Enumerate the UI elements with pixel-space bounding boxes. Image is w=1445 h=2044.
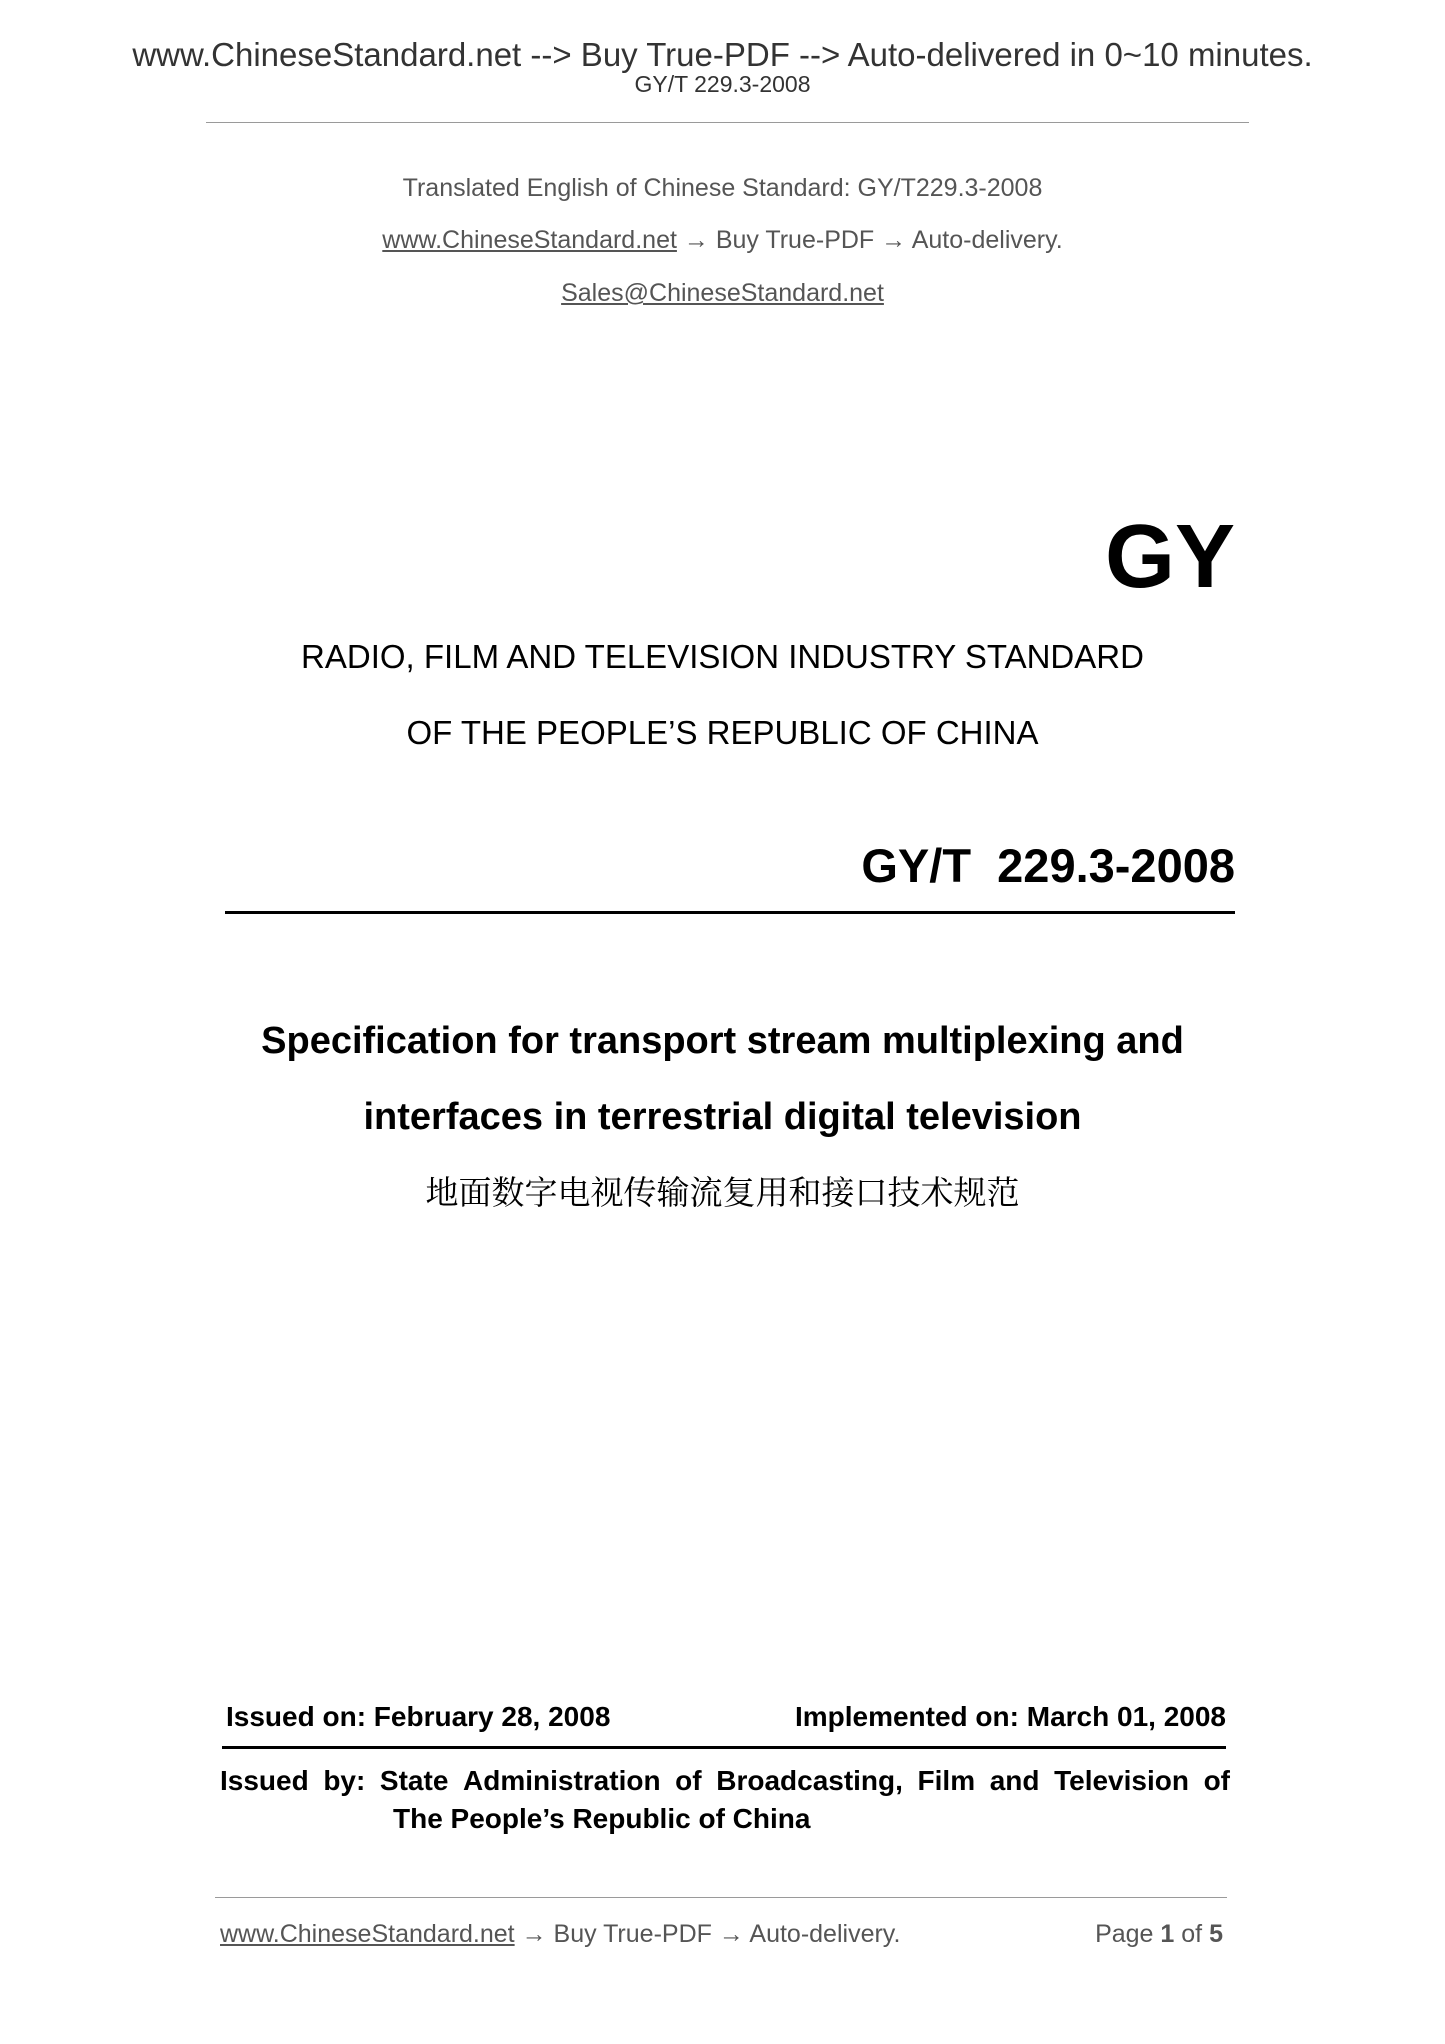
issuer-word: Issued — [220, 1765, 309, 1796]
issued-on-date: Issued on: February 28, 2008 — [226, 1701, 611, 1732]
issuer-line2: The People’s Republic of China — [393, 1803, 811, 1834]
issuer-word: Film — [917, 1765, 976, 1796]
footer-purchase-text: → Buy True-PDF → Auto-delivery. — [514, 1920, 901, 1948]
purchase-line — [0, 228, 1445, 253]
document-title-line2: interfaces in terrestrial digital television — [363, 1096, 1082, 1138]
standard-code: GY/T 229.3-2008 — [861, 839, 1235, 892]
dates-divider — [222, 1746, 1226, 1749]
issuer-word: and — [989, 1765, 1040, 1796]
issuer-line1 — [220, 1762, 1230, 1800]
issuer-word: Administration — [463, 1765, 661, 1796]
header-divider — [206, 122, 1249, 123]
sales-email-link[interactable]: Sales@ChineseStandard.net — [561, 279, 884, 307]
standard-category-line2: OF THE PEOPLE’S REPUBLIC OF CHINA — [406, 714, 1039, 751]
issuer-word: State — [379, 1765, 449, 1796]
gy-logo: GY — [1104, 507, 1235, 607]
footer-site-link[interactable]: www.ChineseStandard.net — [220, 1920, 515, 1948]
implemented-on-date: Implemented on: March 01, 2008 — [794, 1701, 1226, 1732]
header-standard-code: GY/T 229.3-2008 — [634, 71, 811, 97]
of-label: of — [1181, 1920, 1203, 1948]
page-label: Page — [1095, 1920, 1154, 1948]
issuer-word: by: — [323, 1765, 366, 1796]
footer-purchase-line — [220, 1922, 900, 1947]
standard-code-divider — [225, 911, 1235, 914]
translation-note: Translated English of Chinese Standard: GY/T229.3-2008 — [402, 174, 1043, 202]
standard-category-line1: RADIO, FILM AND TELEVISION INDUSTRY STANDARD — [301, 638, 1144, 675]
page-indicator — [1095, 1922, 1223, 1947]
issuer-word: Broadcasting, — [716, 1765, 903, 1796]
purchase-text: → Buy True-PDF → Auto-delivery. — [676, 226, 1063, 254]
page-total: 5 — [1209, 1920, 1223, 1948]
top-banner: www.ChineseStandard.net --> Buy True-PDF --> Auto-delivered in 0~10 minutes. — [132, 36, 1313, 73]
page-number: 1 — [1160, 1920, 1175, 1948]
issuer-word: of — [675, 1765, 702, 1796]
footer-divider — [215, 1897, 1227, 1898]
issuer-word: of — [1203, 1765, 1230, 1796]
issuer-word: Television — [1054, 1765, 1189, 1796]
issuer-block — [220, 1762, 1230, 1838]
site-link[interactable]: www.ChineseStandard.net — [382, 226, 677, 254]
document-title-line1: Specification for transport stream multiplexing and — [261, 1020, 1184, 1062]
document-title-chinese: 地面数字电视传输流复用和接口技术规范 — [425, 1173, 1020, 1212]
